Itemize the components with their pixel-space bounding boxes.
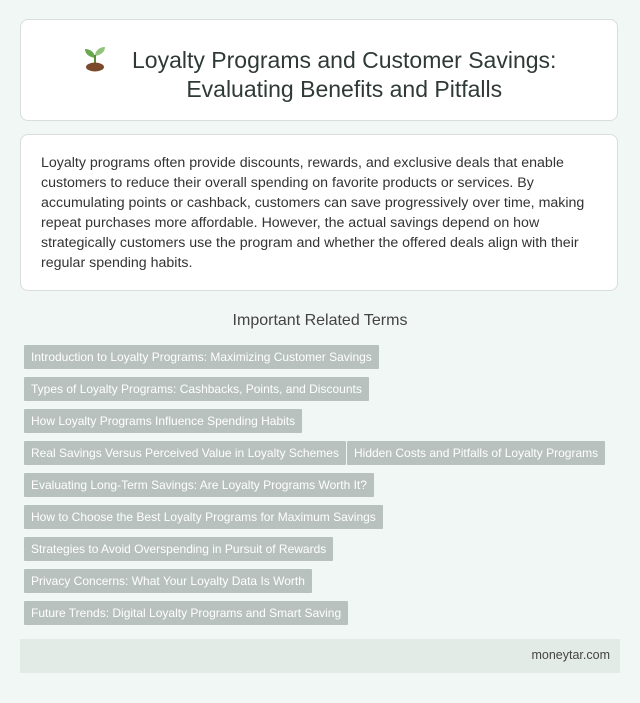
title-row bbox=[21, 46, 617, 104]
related-term-link[interactable]: Types of Loyalty Programs: Cashbacks, Points, and Discounts bbox=[24, 377, 369, 401]
related-term-link[interactable]: Privacy Concerns: What Your Loyalty Data Is Worth bbox=[24, 569, 312, 593]
related-term-link[interactable]: Future Trends: Digital Loyalty Programs and Smart Saving bbox=[24, 601, 348, 625]
footer-site-link[interactable]: moneytar.com bbox=[531, 648, 610, 662]
related-term-link[interactable]: Introduction to Loyalty Programs: Maximizing Customer Savings bbox=[24, 345, 379, 369]
related-term-link[interactable]: How Loyalty Programs Influence Spending Habits bbox=[24, 409, 302, 433]
sprout-icon bbox=[82, 44, 108, 72]
title-card bbox=[20, 19, 618, 121]
related-term-link[interactable]: How to Choose the Best Loyalty Programs for Maximum Savings bbox=[24, 505, 383, 529]
related-terms-heading: Important Related Terms bbox=[232, 312, 408, 329]
intro-card bbox=[20, 134, 618, 291]
title-line-2: Evaluating Benefits and Pitfalls bbox=[186, 76, 503, 102]
page-title bbox=[132, 46, 556, 104]
related-term-link[interactable]: Evaluating Long-Term Savings: Are Loyalty Programs Worth It? bbox=[24, 473, 374, 497]
related-term-link[interactable]: Strategies to Avoid Overspending in Pursuit of Rewards bbox=[24, 537, 333, 561]
intro-paragraph: Loyalty programs often provide discounts, rewards, and exclusive deals that enable customers to reduce their overall spending on favorite products or services. By accumulating points or cashback, customers can save progressively over time, making repeat purchases more affordable. However, the actual savings depend on how strategically customers use the program and whether the offered deals align with their regular spending habits. bbox=[41, 155, 585, 271]
title-line-1: Loyalty Programs and Customer Savings: bbox=[132, 47, 557, 73]
related-term-link[interactable]: Real Savings Versus Perceived Value in Loyalty Schemes bbox=[24, 441, 346, 465]
related-term-link[interactable]: Hidden Costs and Pitfalls of Loyalty Programs bbox=[347, 441, 605, 465]
footer bbox=[20, 639, 620, 673]
